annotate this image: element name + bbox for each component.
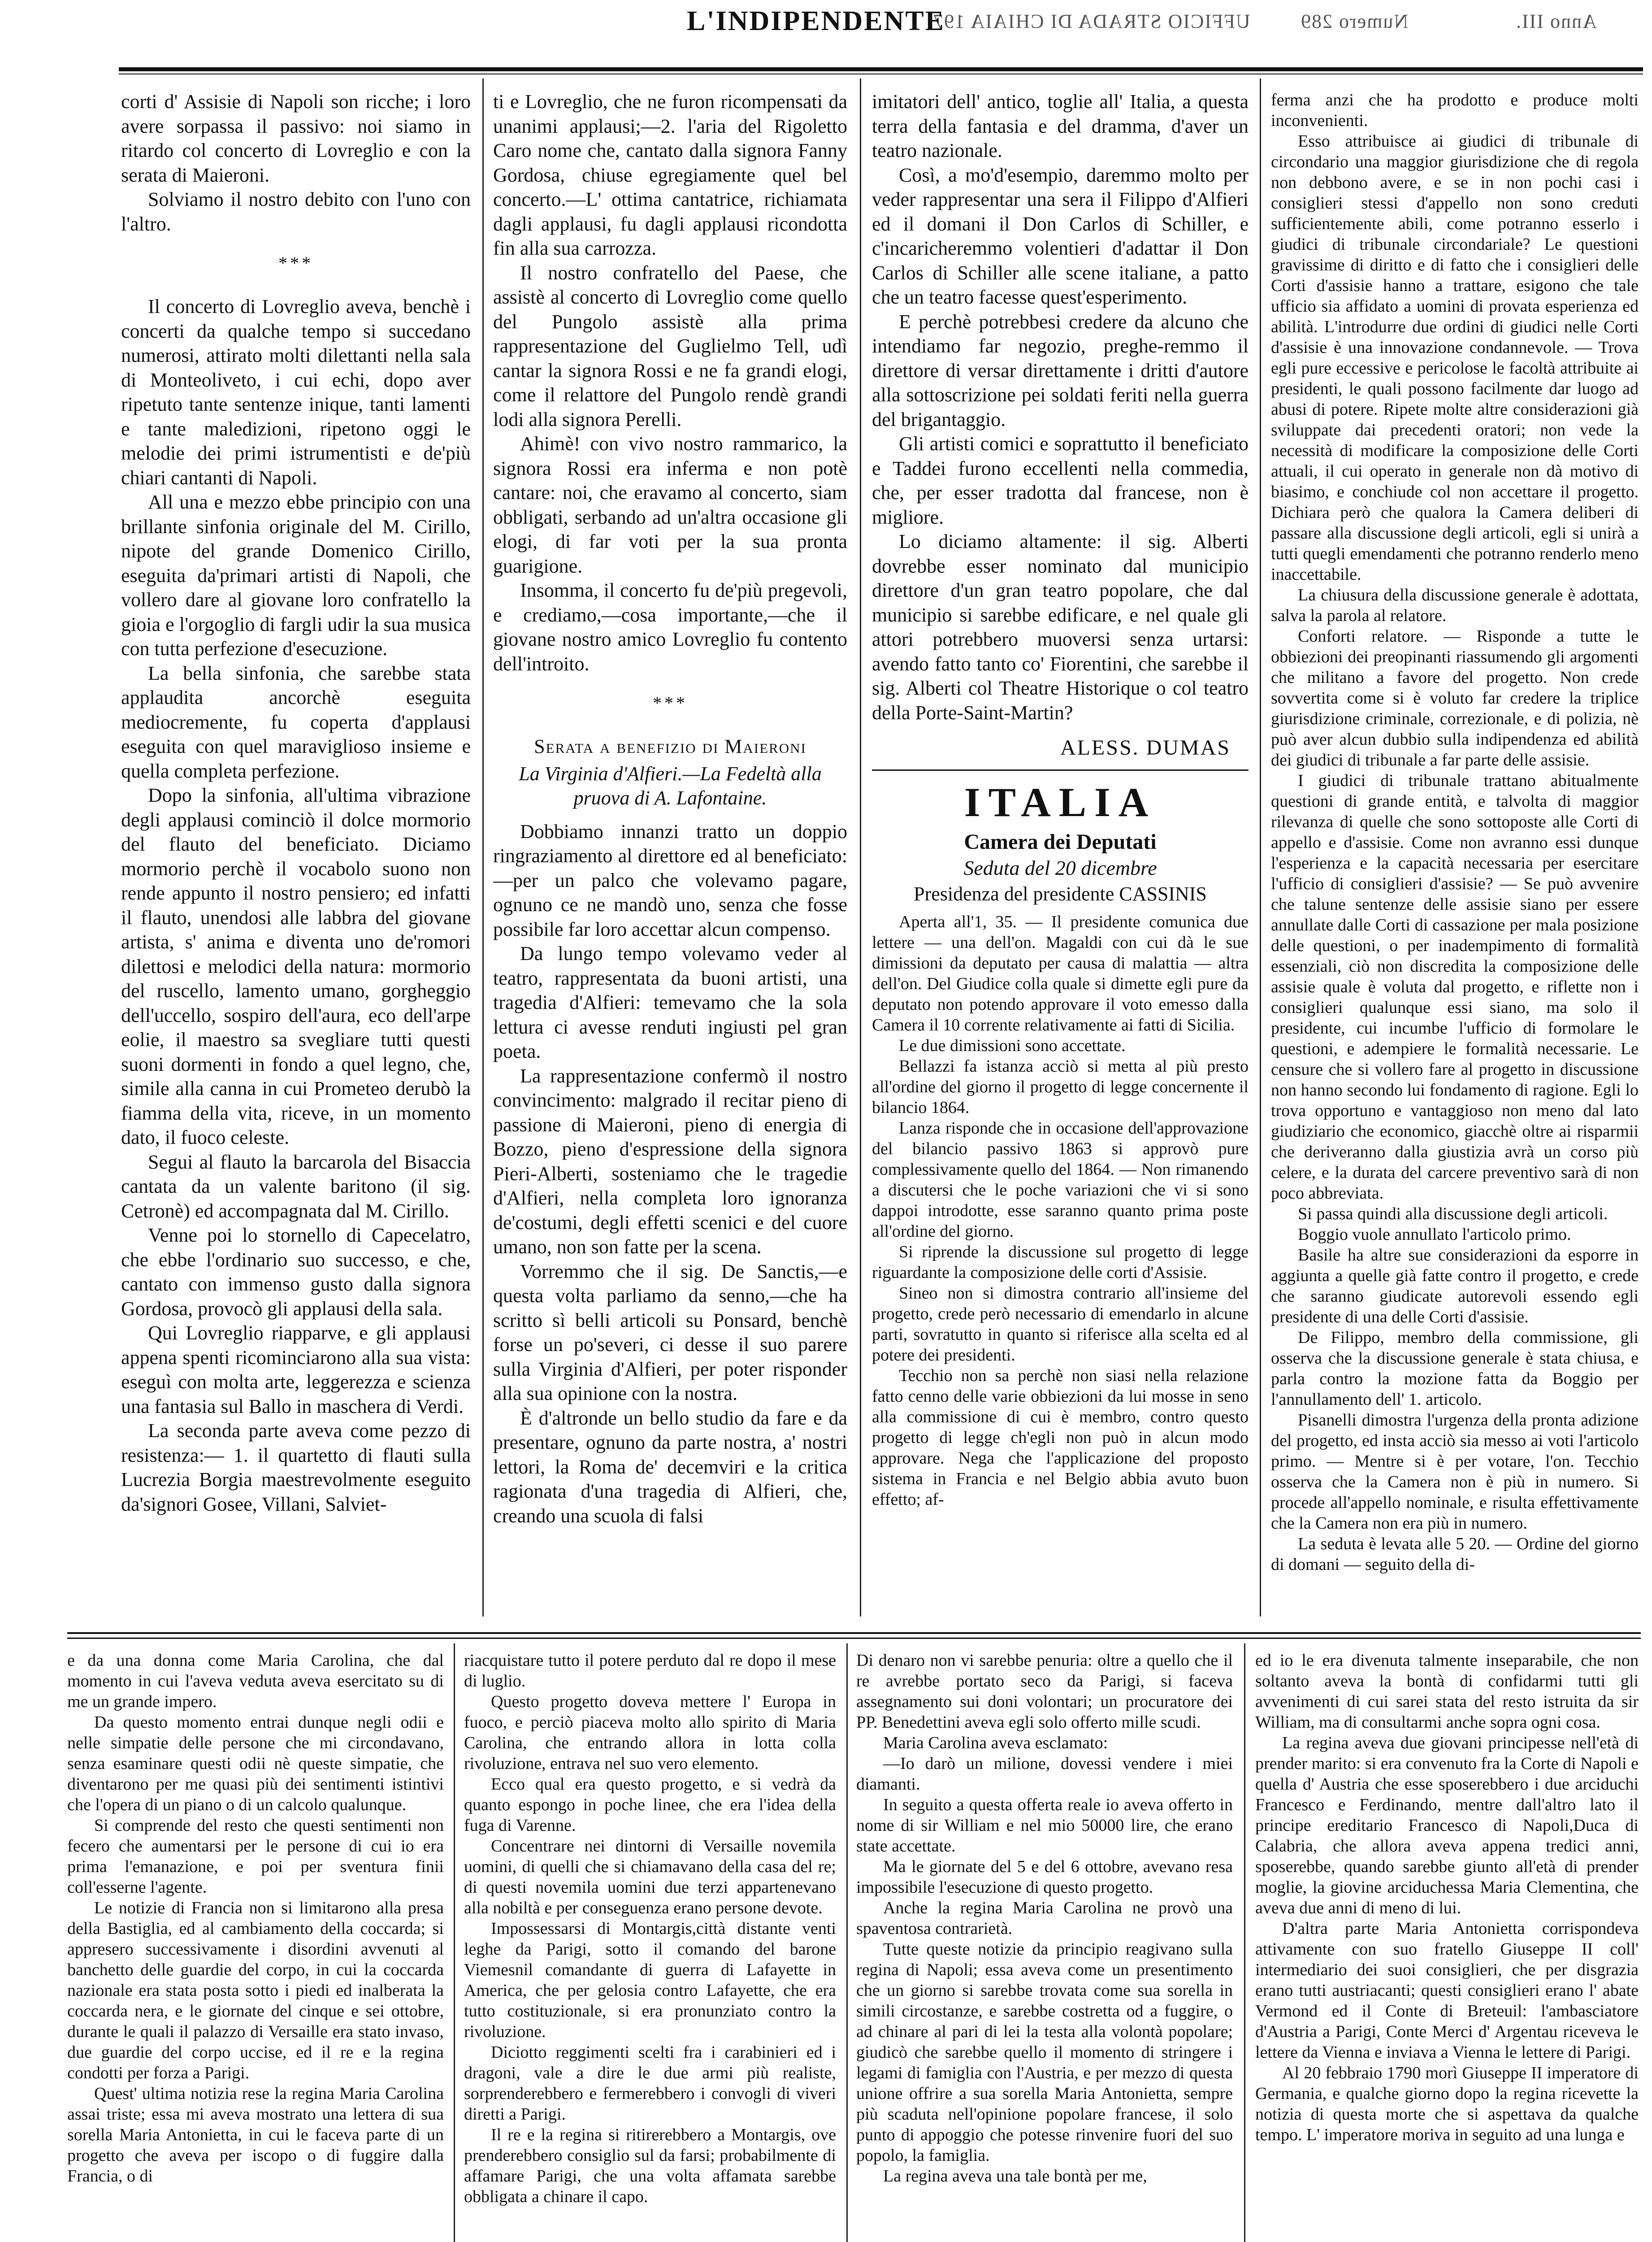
paragraph: Solviamo il nostro debito con l'uno con l'altro. <box>121 188 471 235</box>
paragraph: Aperta all'1, 35. — Il presidente comunica due lettere — una dell'on. Magaldi con cui dà le sue dimissioni da deputato per causa di malattia — altra dell'on. Del Giudice colla quale si dimette egli pure da deputato non potendo approvare il voto emesso dalla Camera il 10 corrente relativamente ai fatti di Sicilia. <box>872 912 1249 1034</box>
paragraph: Al 20 febbraio 1790 morì Giuseppe II imperatore di Germania, e qualche giorno dopo la regina ricevette la notizia di questa morte che si aspettava da qualche tempo. L' imperatore moriva in seguito ad una lunga e <box>1255 2064 1639 2144</box>
paragraph: Tecchio non sa perchè non siasi nella relazione fatto cenno delle varie obbiezioni da lui mosse in seno alla commissione di cui è membro, contro questo progetto di legge ch'egli non può in alcun modo approvare. Nega che l'applicazione del proposto sistema in Francia e nel Belgio abbia avuto buon effetto; af- <box>872 1366 1249 1509</box>
paragraph: Qui Lovreglio riapparve, e gli applausi appena spenti ricominciarono alla sua vista: eseguì con molta arte, leggerezza e scienza una fantasia sul Ballo in maschera di Verdi. <box>121 1322 471 1417</box>
paragraph: Quest' ultima notizia rese la regina Maria Carolina assai triste; essa mi aveva mostrato una lettera di sua sorella Maria Antonietta, in cui le faceva parte di un progetto che aveva per iscopo o di fuggire dalla Francia, o di <box>67 2084 444 2186</box>
paragraph: Di denaro non vi sarebbe penuria: oltre a quello che il re avrebbe portato seco da Parigi, si faceva assegnamento sui doni volontari; un procuratore dei PP. Benedettini aveva egli solo offerto mille scudi. <box>856 1651 1233 1732</box>
paragraph: Boggio vuole annullato l'articolo primo. <box>1298 1225 1571 1244</box>
column-1 <box>121 90 471 1619</box>
session-date: Seduta del 20 dicembre <box>963 856 1157 879</box>
masthead <box>0 0 1652 76</box>
masthead-rule <box>119 67 1643 71</box>
paragraph: ti e Lovreglio, che ne furon ricompensati da unanimi applausi;—2. l'aria del Rigoletto Caro nome che, cantato dalla signora Fanny Gordosa, chiuse egregiamente quel bel concerto.—L' ottima cantatrice, richiamata dagli applausi, fu dagli applausi ricondotta fin alla sua carrozza. <box>493 91 847 259</box>
paragraph: ferma anzi che ha prodotto e produce molti inconvenienti. <box>1271 91 1639 130</box>
paragraph: Tutte queste notizie da principio reagivano sulla regina di Napoli; essa aveva come un presentimento che un giorno si sarebbe trovata come sua sorella in simili circostanze, e sarebbe costretta od a fuggire, o ad chinare al pari di lei la testa alla volontà popolare; giudicò che sarebbe quello il momento di stringere i legami di famiglia con l'Austria, e per mezzo di questa unione offrire a sua sorella Maria Antonietta, sempre più scaduta nell'opinione popolare francese, il solo punto di appoggio che potesse rinvenire fuori del suo popolo, la famiglia. <box>856 1940 1233 2165</box>
paragraph: Si comprende del resto che questi sentimenti non fecero che aumentarsi per le persone di cui io era prima l'emanazione, e poi per sventura finii coll'esserne l'agente. <box>67 1816 444 1897</box>
paragraph: Il nostro confratello del Paese, che assistè al concerto di Lovreglio come quello del Pungolo assistè alla prima rappresentazione del Guglielmo Tell, udì cantar la signora Rossi e ne fa grandi elogi, come il relattore del Pungolo rendè grandi lodi alla signora Perelli. <box>493 261 847 430</box>
paragraph: La rappresentazione confermò il nostro convincimento: malgrado il recitar pieno di passione di Maieroni, pieno di energia di Bozzo, pieno d'espressione della signora Pieri-Alberti, sosteniamo che le tragedie d'Alfieri, nella completa loro ignoranza de'costumi, degli effetti scenici e del cuore umano, non son fatte per la scena. <box>493 1065 847 1258</box>
paragraph: All una e mezzo ebbe principio con una brillante sinfonia originale del M. Cirillo, nipote del grande Domenico Cirillo, eseguita da'primari artisti di Napoli, che vollero dare al giovane loro confratello la gioia e l'orgoglio di fargli udir la sua musica con tutta perfezione d'esecuzione. <box>121 491 471 660</box>
column-2 <box>493 90 847 1619</box>
feuilleton-rule <box>67 1632 1641 1634</box>
paragraph: Dopo la sinfonia, all'ultima vibrazione degli applausi cominciò il dolce mormorio del flauto del beneficiato. Diciamo mormorio perchè il vocabolo suono non rende appunto il nostro pensiero; ed infatti il flauto, unendosi alle labbra del giovane artista, s' anima e diventa uno de'romori dilettosi e melodici della natura: mormorio del ruscello, lamento umano, gorgheggio dell'uccello, sospiro dell'aura, eco dell'arpe eolie, il maestro sa svegliare tutti questi suoni dormenti in fondo a quel legno, che, simile alla canna in cui Prometeo derubò la fiamma della vita, riceve, in un momento dato, il fuoco celeste. <box>121 784 471 1148</box>
column-divider <box>482 78 484 1616</box>
paragraph: ed io le era divenuta talmente inseparabile, che non soltanto aveva la bontà di confidarmi tutti gli avvenimenti di cui sarei stata del resto istruita da sir William, ma di consultarmi anche sopra ogni cosa. <box>1255 1651 1639 1732</box>
paragraph: In seguito a questa offerta reale io aveva offerto in nome di sir William e nel mio 50000 lire, che erano state accettate. <box>856 1795 1233 1855</box>
paragraph: Lanza risponde che in occasione dell'approvazione del bilancio passivo 1863 si approvò pure complessivamente quello del 1864. — Non rimanendo a discutersi che le poche variazioni che vi si sono dappoi introdotte, esse saranno quanto prima poste all'ordine del giorno. <box>872 1118 1249 1241</box>
paragraph: Diciotto reggimenti scelti fra i carabinieri ed i dragoni, vale a dire le due armi più realiste, sorprenderebbero e fermerebbero i convogli di viveri diretti a Parigi. <box>464 2043 836 2124</box>
paragraph: Venne poi lo stornello di Capecelatro, che ebbe l'ordinario suo successo, e che, cantato con immenso gusto dalla signora Gordosa, provocò gli applausi della sala. <box>121 1224 471 1320</box>
paragraph: Si passa quindi alla discussione degli articoli. <box>1298 1204 1608 1223</box>
paragraph: Conforti relatore. — Risponde a tutte le obbiezioni dei preopinanti riassumendo gli argomenti che militano a favore del progetto. Non crede sovvertita come si è voluto far credere la triplice giurisdizione criminale, correzionale, e di polizia, nè può aver alcun dubbio sulla indipendenza ed abilità dei giudici di tribunale a far parte delle assisie. <box>1271 627 1639 769</box>
paragraph: riacquistare tutto il potere perduto dal re dopo il mese di luglio. <box>464 1651 836 1690</box>
paragraph: Pisanelli dimostra l'urgenza della pronta adizione del progetto, ed insta acciò sia messo ai voti l'articolo primo. — Mentre si è per votare, l'on. Tecchio osserva che la Camera non è più in numero. Si procede all'appello nominale, e risulta effettivamente che la Camera non era più in numero. <box>1271 1411 1639 1533</box>
paragraph: De Filippo, membro della commissione, gli osserva che la discussione generale è stata chiusa, e parla contro la mozione fatta da Boggio per l'annullamento dell' 1. articolo. <box>1271 1328 1639 1409</box>
author-signature: ALESS. DUMAS <box>1060 736 1231 760</box>
presidency-line: Presidenza del presidente CASSINIS <box>914 882 1207 905</box>
paragraph: Lo diciamo altamente: il sig. Alberti dovrebbe esser nominato dal municipio direttore d'un gran teatro popolare, che dal municipio si sarebbe edificare, e nel quale gli attori potrebbero muoversi senza urtarsi: avendo fatto tanto co' Fiorentini, che sarebbe il sig. Alberti col Theatre Historique o col teatro della Porte-Saint-Martin? <box>872 530 1249 724</box>
column-4 <box>1271 90 1639 1619</box>
feuilleton-rule-thin <box>67 1638 1641 1639</box>
paragraph: Gli artisti comici e soprattutto il beneficiato e Taddei furono eccellenti nella commedia, che, per esser tradotta dal francese, non è migliore. <box>872 433 1249 528</box>
feuilleton-column-2 <box>464 1650 836 2242</box>
paragraph: La seduta è levata alle 5 20. — Ordine del giorno di domani — seguito della di- <box>1271 1534 1639 1574</box>
paragraph: Concentrare nei dintorni di Versaille novemila uomini, di quelli che si chiamavano della casa del re; di questi novemila uomini due terzi appartenevano alla nobiltà e per conseguenza erano persone devote. <box>464 1837 836 1917</box>
paragraph: Ahimè! con vivo nostro rammarico, la signora Rossi era inferma e non potè cantare: noi, che eravamo al concerto, siam obbligati, serbando ad un'altra occasione gli elogi, di far voti per la sua pronta guarigione. <box>493 433 847 577</box>
paragraph: Vorremmo che il sig. De Sanctis,—e questa volta parliamo da senno,—che ha scritto sì belli articoli su Ponsard, benchè forse un po'severi, ci desse il suo parere sulla Virginia d'Alfieri, per poter risponder alla sua opinione con la nostra. <box>493 1260 847 1404</box>
column-divider <box>1244 1643 1245 2242</box>
paragraph: Le due dimissioni sono accettate. <box>899 1036 1126 1055</box>
paragraph: La seconda parte aveva come pezzo di resistenza:— 1. il quartetto di flauti sulla Lucrezia Borgia maestrevolmente eseguito da'signori Gosee, Villani, Salviet- <box>121 1420 471 1515</box>
chamber-heading: Camera dei Deputati <box>964 830 1157 854</box>
column-divider <box>860 78 861 1616</box>
paragraph: La bella sinfonia, che sarebbe stata applaudita ancorchè eseguita mediocremente, fu coperta d'applausi eseguita con quel maraviglioso insieme e quella completa perfezione. <box>121 662 471 782</box>
paragraph: È d'altronde un bello studio da fare e da presentare, ognuno da parte nostra, a' nostri lettori, la Roma de' decemviri e la critica ragionata d'una tragedia di Alfieri, che, creando una scuola di falsi <box>493 1407 847 1527</box>
paragraph: Anche la regina Maria Carolina ne provò una spaventosa contrarietà. <box>856 1899 1233 1938</box>
paragraph: corti d' Assisie di Napoli son ricche; i loro avere sorpassa il passivo: noi siamo in ritardo col concerto di Lovreglio e con la serata di Maieroni. <box>121 91 471 186</box>
article-subtitle: La Virginia d'Alfieri.—La Fedeltà alla pruova di A. Lafontaine. <box>519 762 822 809</box>
feuilleton-column-3 <box>856 1650 1233 2242</box>
paragraph: —Io darò un milione, dovessi vendere i miei diamanti. <box>856 1754 1233 1794</box>
paragraph: Da questo momento entrai dunque negli odii e nelle simpatie delle persone che mi circondavano, senza esaminare questi odii nè queste simpatie, che diventarono per me quasi più dei sentimenti istintivi che l'opera di un piano o di un calcolo qualunque. <box>67 1713 444 1814</box>
paragraph: e da una donna come Maria Carolina, che dal momento in cui l'aveva veduta aveva esercitato su di me un grande impero. <box>67 1651 444 1711</box>
column-divider <box>1260 78 1261 1616</box>
paragraph: Sineo non si dimostra contrario all'insieme del progetto, crede però necessario di emendarlo in alcune parti, sovratutto in quanto si riferisce alla scelta ed al potere dei presidenti. <box>872 1283 1249 1364</box>
paragraph: Questo progetto doveva mettere l' Europa in fuoco, e perciò piaceva molto allo spirito di Maria Carolina, che entrando allora in lotta colla rivoluzione, entrava nel suo vero elemento. <box>464 1692 836 1773</box>
paragraph: imitatori dell' antico, toglie all' Italia, a questa terra della fantasia e del dramma, d'aver un teatro nazionale. <box>872 91 1249 161</box>
paragraph: I giudici di tribunale trattano abitualmente questioni di grande entità, e talvolta di maggior rilevanza di quelle che sono sottoposte alle Corti di appello e d'assisie. Come non avranno essi dunque l'esperienza e la capacità necessaria per esercitare l'ufficio di consiglieri d'assisie? — Se può avvenire che talune sentenze delle assisie siano per essere annullate dalle Corti di cassazione per mala posizione delle questioni, o per inadempimento di formalità essenziali, ciò non discredita la composizione delle assisie quale è voluta dal progetto, e riflette non i consiglieri qualunque essi siano, ma solo il presidente, cui incumbe l'ufficio di formolare le questioni, e adempiere le formalità necessarie. Le censure che si vollero fare al progetto in discussione non hanno secondo lui fondamento di ragione. Egli lo trova opportuno e vantaggioso non meno dal lato giudiziario che economico, giacchè oltre ai risparmii che deriveranno dalla giustizia avrà un corso più celere, e la durata del carcere preventivo sarà di non poco abbreviata. <box>1271 771 1639 1203</box>
paragraph: Il re e la regina si ritirerebbero a Montargis, ove prenderebbero consiglio sul da farsi; probabilmente di affamare Parigi, che una volta affamata sarebbe obbligata a chinare il capo. <box>464 2125 836 2206</box>
paragraph: Esso attribuisce ai giudici di tribunale di circondario una maggior giurisdizione che di regola non debbono avere, e se in non pochi casi i consiglieri stessi d'appello non sono creduti sufficientemente abili, come potranno esserlo i giudici di tribunale circondariale? Le questioni gravissime di diritto e di fatto che i consiglieri delle Corti d'assisie hanno a trattare, esigono che tale ufficio sia affidato a uomini di provata esperienza ed abilità. L'introdurre due ordini di giudici nelle Corti d'assisie è una innovazione condannevole. — Trova egli pure eccessive e pericolose le facoltà attribuite ai presidenti, le quali possono facilmente dar luogo ad abusi di potere. Ripete molte altre considerazioni già sviluppate dai precedenti oratori; non vede la necessità di modificare la composizione delle Corti attuali, il cui operato in generale non dà motivo di biasimo, e conchiude col non accettare il progetto. Dichiara però che qualora la Camera deliberi di passare alla discussione degli articoli, egli si unirà a tutti quegli emendamenti che potranno renderlo meno inaccettabile. <box>1271 132 1639 584</box>
bleed-through-number: Numero 289 <box>1300 10 1409 32</box>
paragraph: Il concerto di Lovreglio aveva, benchè i concerti da qualche tempo si succedano numerosi, attirato molti dilettanti nella sala di Monteoliveto, i cui echi, dopo aver ripetuto tante sentenze inique, tanti lamenti e tante maledizioni, ripetono oggi le melodie dei primi istrumentisti e de'più chiari cantanti di Napoli. <box>121 295 471 489</box>
feuilleton-column-1 <box>67 1650 444 2242</box>
paragraph: Le notizie di Francia non si limitarono alla presa della Bastiglia, ed al cambiamento della coccarda; si appresero successivamente i disordini avvenuti al banchetto delle guardie del corpo, in cui la coccarda nazionale era stata posta sotto i piedi ed inalberata la coccarda nera, e le giornate del cinque e sei ottobre, durante le quali il palazzo di Versaille era stato invaso, due guardie del corpo uccise, ed il re e la regina condotti per forza a Parigi. <box>67 1899 444 2082</box>
section-separator: *** <box>653 693 688 713</box>
section-rule <box>872 769 1249 771</box>
paragraph: Bellazzi fa istanza acciò si metta al più presto all'ordine del giorno il progetto di legge concernente il bilancio 1864. <box>872 1056 1249 1117</box>
section-title-italia: ITALIA <box>964 779 1157 825</box>
article-heading: Serata a benefizio di Maieroni <box>534 735 806 757</box>
paragraph: Si riprende la discussione sul progetto di legge riguardante la composizione delle corti d'Assisie. <box>872 1242 1249 1282</box>
paragraph: Dobbiamo innanzi tratto un doppio ringraziamento al direttore ed al beneficiato:—per un palco che volevamo pagare, ognuno ce ne mandò uno, senza che fosse possibile far loro accettar alcun compenso. <box>493 820 847 940</box>
paragraph: Basile ha altre sue considerazioni da esporre in aggiunta a quelle già fatte contro il progetto, e crede che saranno giudicate autorevoli essendo egli presidente di una delle Corti d'assisie. <box>1271 1246 1639 1326</box>
paragraph: La regina aveva due giovani principesse nell'età di prender marito: si era convenuto fra la Corte di Napoli e quella d' Austria che esse sposerebbero i due arciduchi Francesco e Ferdinando, mentre dall'altro lato il principe ereditario Francesco di Napoli,Duca di Calabria, che allora aveva appena tredici anni, sposerebbe, quando sarebbe giunto all'età di prender moglie, la giovine arciduchessa Maria Clementina, che aveva due anni di meno di lui. <box>1255 1734 1639 1917</box>
newspaper-title: L'INDIPENDENTE <box>687 6 945 36</box>
paragraph: Così, a mo'd'esempio, daremmo molto per veder rappresentar una sera il Filippo d'Alfieri ed il domani il Don Carlos di Schiller, e c'incaricheremmo volentieri d'adattar il Don Carlos di Schiller alle scene italiane, a patto che un teatro facesse quest'esperimento. <box>872 164 1249 308</box>
column-divider <box>454 1643 455 2242</box>
paragraph: Ma le giornate del 5 e del 6 ottobre, avevano resa impossibile l'esecuzione di questo progetto. <box>856 1857 1233 1897</box>
bleed-through-office: UFFICIO STRADA DI CHIAIA 197 <box>932 10 1250 32</box>
paragraph: La regina aveva una tale bontà per me, <box>883 2167 1147 2186</box>
paragraph: Segui al flauto la barcarola del Bisaccia cantata da un valente baritono (il sig. Cetronè) ed accompagnata dal M. Cirillo. <box>121 1151 471 1222</box>
paragraph: La chiusura della discussione generale è adottata, salva la parola al relatore. <box>1271 586 1639 625</box>
bleed-through-year: Anno III. <box>1515 10 1597 32</box>
paragraph: E perchè potrebbesi credere da alcuno che intendiamo far negozio, preghe-remmo il direttore di versar direttamente i dritti d'autore alla sottoscrizione pei soldati feriti nella guerra del brigantaggio. <box>872 310 1249 430</box>
paragraph: Impossessarsi di Montargis,città distante venti leghe da Parigi, sotto il comando del barone Viemesnil comandante di guerra di Lafayette in America, che per gelosia contro Lafayette, che era tutto costituzionale, si era pronunziato contro la rivoluzione. <box>464 1919 836 2041</box>
paragraph: D'altra parte Maria Antonietta corrispondeva attivamente con suo fratello Giuseppe II coll' intermediario dei suoi consiglieri, che per disgrazia erano tutti austriacanti; questi consiglieri erano l' abate Vermond ed il Conte di Breteuil: l'ambasciatore d'Austria a Parigi, Conte Merci d' Argentau riceveva le lettere da Vienna e inviava a Vienna le lettere di Parigi. <box>1255 1919 1639 2062</box>
paragraph: Maria Carolina aveva esclamato: <box>883 1734 1108 1752</box>
paragraph: Ecco qual era questo progetto, e si vedrà da quanto espongo in poche linee, che era l'idea della fuga di Varenne. <box>464 1775 836 1835</box>
section-separator: *** <box>278 253 313 273</box>
feuilleton-column-4 <box>1255 1650 1639 2242</box>
paragraph: Da lungo tempo volevamo veder al teatro, rappresentata da buoni artisti, una tragedia d'Alfieri: temevamo che la sola lettura ci avesse renduti ingiusti pel gran poeta. <box>493 943 847 1062</box>
column-divider <box>846 1643 848 2242</box>
column-3 <box>872 90 1249 1619</box>
paragraph: Insomma, il concerto fu de'più pregevoli, e crediamo,—cosa importante,—che il giovane nostro amico Lovreglio fu contento dell'introito. <box>493 579 847 675</box>
